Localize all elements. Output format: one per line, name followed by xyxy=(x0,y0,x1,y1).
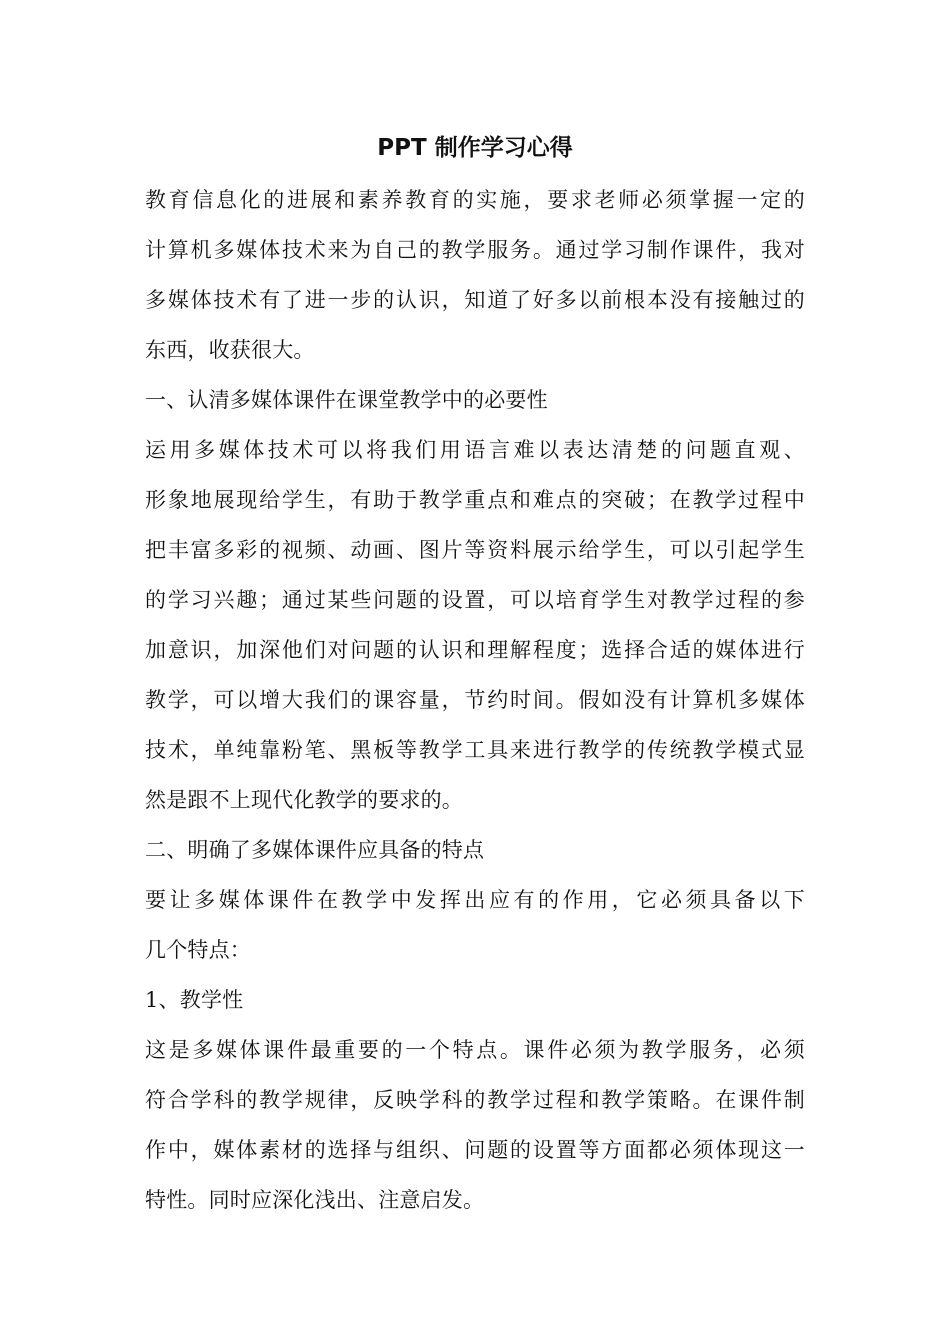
subsection-heading: 1、教学性 xyxy=(145,988,244,1012)
paragraph-line: 教育信息化的进展和素养教育的实施，要求老师必须掌握一定的 xyxy=(145,188,805,212)
paragraph-line: 符合学科的教学规律，反映学科的教学过程和教学策略。在课件制 xyxy=(145,1088,805,1112)
paragraph-line: 技术，单纯靠粉笔、黑板等教学工具来进行教学的传统教学模式显 xyxy=(145,738,805,762)
paragraph-line: 特性。同时应深化浅出、注意启发。 xyxy=(145,1188,485,1212)
paragraph-line: 东西，收获很大。 xyxy=(145,338,315,362)
paragraph-line: 作中，媒体素材的选择与组织、问题的设置等方面都必须体现这一 xyxy=(145,1138,805,1162)
paragraph-line: 加意识，加深他们对问题的认识和理解程度；选择合适的媒体进行 xyxy=(145,638,805,662)
paragraph-line: 把丰富多彩的视频、动画、图片等资料展示给学生，可以引起学生 xyxy=(145,538,805,562)
paragraph-line: 运用多媒体技术可以将我们用语言难以表达清楚的问题直观、 xyxy=(145,438,805,462)
section-heading: 一、认清多媒体课件在课堂教学中的必要性 xyxy=(145,388,548,412)
paragraph-line: 计算机多媒体技术来为自己的教学服务。通过学习制作课件，我对 xyxy=(145,238,805,262)
paragraph-line: 这是多媒体课件最重要的一个特点。课件必须为教学服务，必须 xyxy=(145,1038,805,1062)
paragraph-line: 教学，可以增大我们的课容量，节约时间。假如没有计算机多媒体 xyxy=(145,688,805,712)
paragraph-line: 几个特点： xyxy=(145,938,251,962)
paragraph-line: 多媒体技术有了进一步的认识，知道了好多以前根本没有接触过的 xyxy=(145,288,805,312)
paragraph-line: 然是跟不上现代化教学的要求的。 xyxy=(145,788,463,812)
paragraph-line: 形象地展现给学生，有助于教学重点和难点的突破；在教学过程中 xyxy=(145,488,805,512)
document-title: PPT 制作学习心得 xyxy=(377,135,573,161)
paragraph-line: 要让多媒体课件在教学中发挥出应有的作用，它必须具备以下 xyxy=(145,888,805,912)
paragraph-line: 的学习兴趣；通过某些问题的设置，可以培育学生对教学过程的参 xyxy=(145,588,805,612)
section-heading: 二、明确了多媒体课件应具备的特点 xyxy=(145,838,485,862)
